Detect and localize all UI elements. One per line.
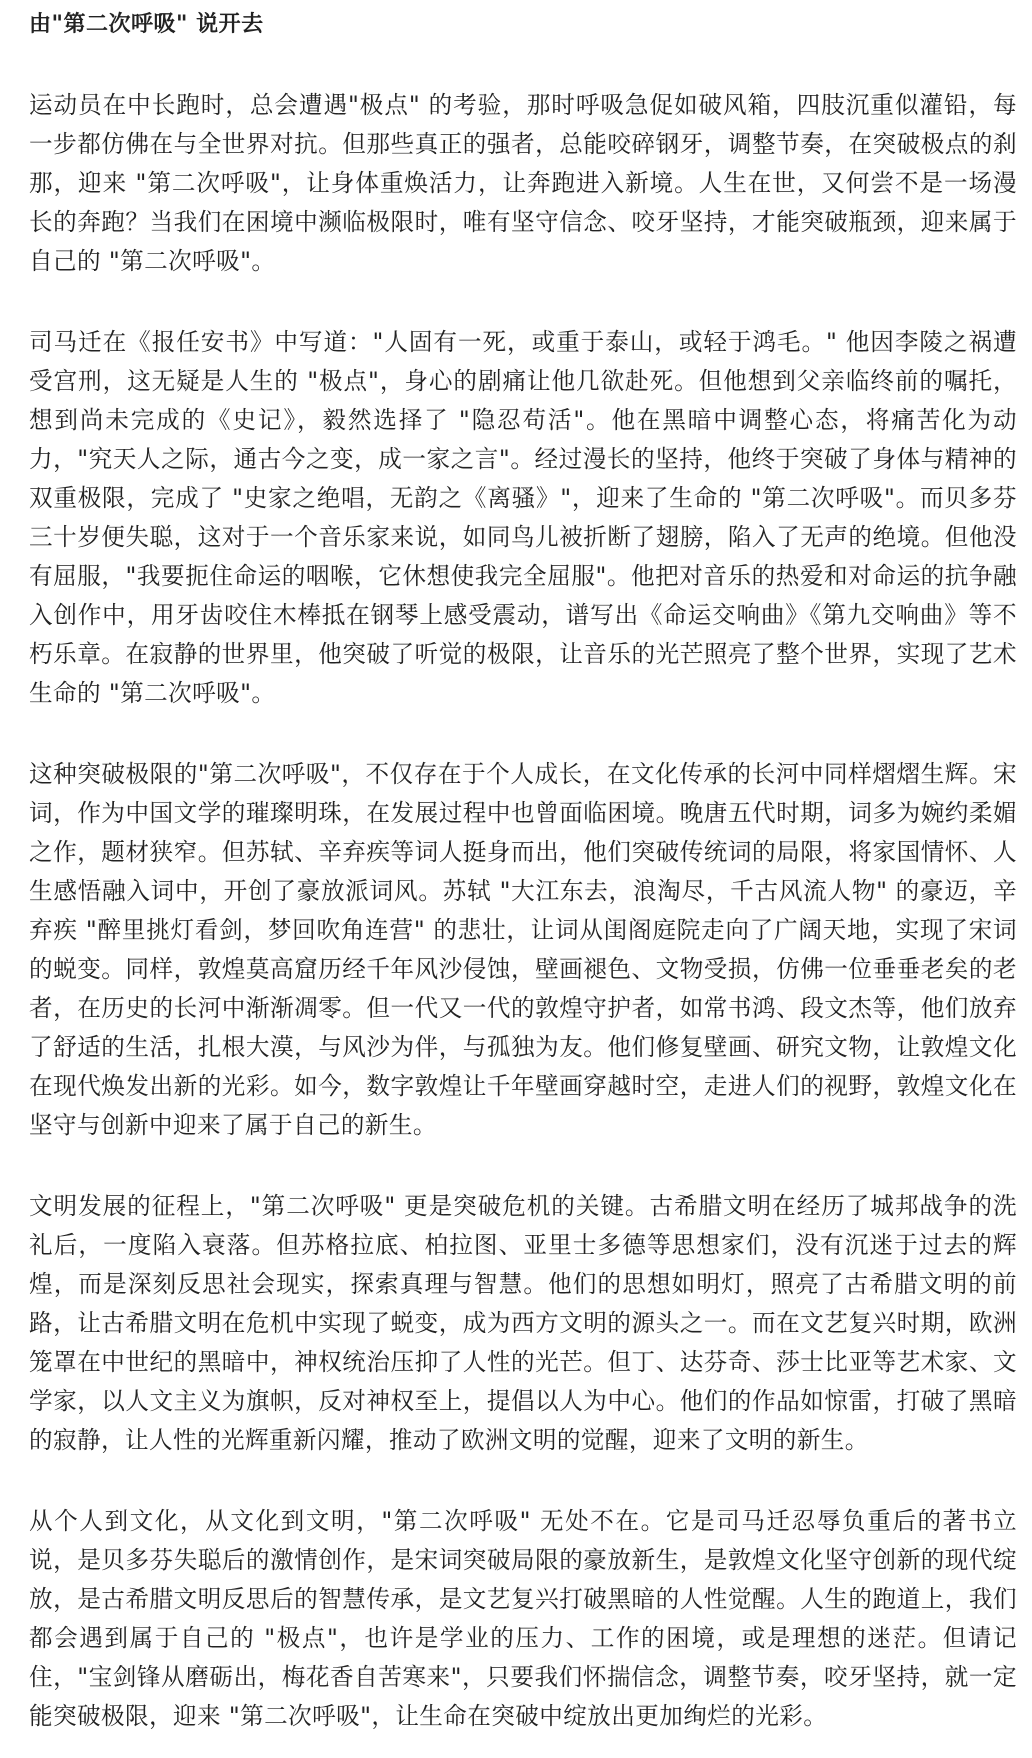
article-title: 由"第二次呼吸" 说开去: [29, 12, 264, 37]
paragraph: 文明发展的征程上，"第二次呼吸" 更是突破危机的关键。古希腊文明在经历了城邦战争的洗礼后，一度陷入衰落。但苏格拉底、柏拉图、亚里士多德等思想家们，没有沉迷于过去的辉煌，而是深刻反思社会现实，探索真理与智慧。他们的思想如明灯，照亮了古希腊文明的前路，让古希腊文明在危机中实现了蜕变，成为西方文明的源头之一。而在文艺复兴时期，欧洲笼罩在中世纪的黑暗中，神权统治压抑了人性的光芒。但丁、达芬奇、莎士比亚等艺术家、文学家，以人文主义为旗帜，反对神权至上，提倡以人为中心。他们的作品如惊雷，打破了黑暗的寂静，让人性的光辉重新闪耀，推动了欧洲文明的觉醒，迎来了文明的新生。: [29, 1192, 1017, 1454]
paragraph: 司马迁在《报任安书》中写道："人固有一死，或重于泰山，或轻于鸿毛。" 他因李陵之祸遭受宫刑，这无疑是人生的 "极点"，身心的剧痛让他几欲赴死。但他想到父亲临终前的嘱托，想到尚未完成的《史记》，毅然选择了 "隐忍苟活"。他在黑暗中调整心态，将痛苦化为动力，"究天人之际，通古今之变，成一家之言"。经过漫长的坚持，他终于突破了身体与精神的双重极限，完成了 "史家之绝唱，无韵之《离骚》"，迎来了生命的 "第二次呼吸"。而贝多芬三十岁便失聪，这对于一个音乐家来说，如同鸟儿被折断了翅膀，陷入了无声的绝境。但他没有屈服，"我要扼住命运的咽喉，它休想使我完全屈服"。他把对音乐的热爱和对命运的抗争融入创作中，用牙齿咬住木棒抵在钢琴上感受震动，谱写出《命运交响曲》《第九交响曲》等不朽乐章。在寂静的世界里，他突破了听觉的极限，让音乐的光芒照亮了整个世界，实现了艺术生命的 "第二次呼吸"。: [29, 328, 1017, 707]
paragraph: 从个人到文化，从文化到文明，"第二次呼吸" 无处不在。它是司马迁忍辱负重后的著书立说，是贝多芬失聪后的激情创作，是宋词突破局限的豪放新生，是敦煌文化坚守创新的现代绽放，是古希腊文明反思后的智慧传承，是文艺复兴打破黑暗的人性觉醒。人生的跑道上，我们都会遇到属于自己的 "极点"，也许是学业的压力、工作的困境，或是理想的迷茫。但请记住，"宝剑锋从磨砺出，梅花香自苦寒来"，只要我们怀揣信念，调整节奏，咬牙坚持，就一定能突破极限，迎来 "第二次呼吸"，让生命在突破中绽放出更加绚烂的光彩。: [29, 1507, 1017, 1730]
paragraph: 运动员在中长跑时，总会遭遇"极点" 的考验，那时呼吸急促如破风箱，四肢沉重似灌铅，每一步都仿佛在与全世界对抗。但那些真正的强者，总能咬碎钢牙，调整节奏，在突破极点的刹那，迎来 "第二次呼吸"，让身体重焕活力，让奔跑进入新境。人生在世，又何尝不是一场漫长的奔跑？当我们在困境中濒临极限时，唯有坚守信念、咬牙坚持，才能突破瓶颈，迎来属于自己的 "第二次呼吸"。: [29, 91, 1017, 275]
paragraph: 这种突破极限的"第二次呼吸"，不仅存在于个人成长，在文化传承的长河中同样熠熠生辉。宋词，作为中国文学的璀璨明珠，在发展过程中也曾面临困境。晚唐五代时期，词多为婉约柔媚之作，题材狭窄。但苏轼、辛弃疾等词人挺身而出，他们突破传统词的局限，将家国情怀、人生感悟融入词中，开创了豪放派词风。苏轼 "大江东去，浪淘尽，千古风流人物" 的豪迈，辛弃疾 "醉里挑灯看剑，梦回吹角连营" 的悲壮，让词从闺阁庭院走向了广阔天地，实现了宋词的蜕变。同样，敦煌莫高窟历经千年风沙侵蚀，壁画褪色、文物受损，仿佛一位垂垂老矣的老者，在历史的长河中渐渐凋零。但一代又一代的敦煌守护者，如常书鸿、段文杰等，他们放弃了舒适的生活，扎根大漠，与风沙为伴，与孤独为友。他们修复壁画、研究文物，让敦煌文化在现代焕发出新的光彩。如今，数字敦煌让千年壁画穿越时空，走进人们的视野，敦煌文化在坚守与创新中迎来了属于自己的新生。: [29, 760, 1017, 1139]
article: [29, 6, 1017, 1736]
